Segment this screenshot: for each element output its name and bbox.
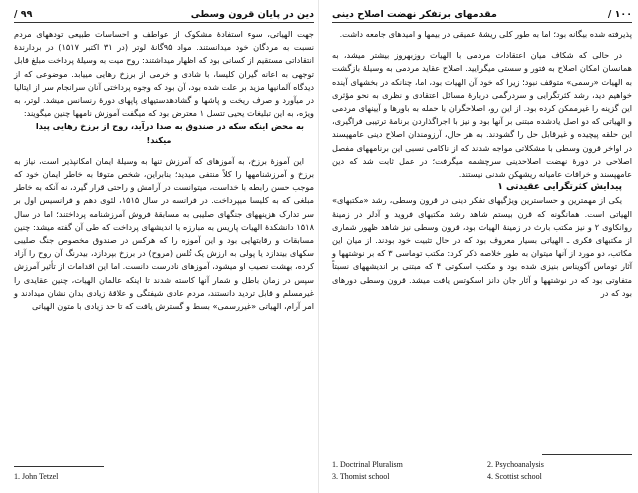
right-page: [332, 0, 632, 493]
footnote-3: 3. Thomist school: [332, 472, 390, 481]
right-page-number: ۱۰۰ /: [607, 8, 632, 20]
left-page-body: [14, 28, 314, 313]
left-paragraph-1: جهت الهیاتی، سوء استفادهٔ مشکوک از عواطف و احساسات طبیعی تودههای مردم نسبت به مردگان خود میدانستند. مواد ۹۵گانهٔ لوتر (در ۳۱ اکتبر ۱۵۱۷) در بردارندهٔ انتقاداتی مستقیم از کسانی بود که اظهار میداشتند: روح میت به وسیلهٔ پرداخت مبلغ قابل توجهی به اعانه گیران کلیسا، با شادی و خرمی از برزخ رهایی مییابد. موضوعی که از دیدگاه آلمانیها مزید بر علت شده بود، آن بود که وجوه پرداختی آنان سرانجام سر از ایتالیا در میآورد و صرف ریخت و پاشها و گشادهدستیهای پاپهای دورهٔ رنسانس میشد. لوتر، به ویژه، به این تبلیغات یحیی تتسل ۱ معترض بود که میگفت آموزش نامهها چنین میگویند:: [14, 29, 315, 119]
left-paragraph-2: این آموزهٔ برزخ، به آموزهای که آمرزش تنها به وسیلهٔ ایمان امکانپذیر است، نیاز به برزخ و آمرزشنامهها را کلاً منتفی میدید؛ بنابراین، شخص متوفا به خاطر ایمان خود که موجب حسن رابطه با خداست، میتوانست در آرامش و راحتی قرار گیرد، نه آنکه به خاطر مبلغی که به کلیسا میپرداخت. در فرانسه در سال ۱۵۱۵، لئوی دهم و فرانسیس اول بر سر تدارک هزینههای جنگهای صلیبی به مسابقهٔ فروش آمرزشنامه پرداختند؛ اما در سال ۱۵۱۸ دانشکدهٔ الهیات پاریس به مبارزه با اندیشهای پرداخت که طی آن گفته میشد: چنین مسابقات و رقابتهایی بود و این آموزه را که هرکس در صندوق مخصوص جنگ صلیبی سکهای بیندازد یا پولی به ارزش یک تُلس (مروح) در برزخ بپردازد، بیدرنگ آن روح را آزاد کرده، بهشت نصیب او میشود، آموزهای نادرست دانست. اما این اقدامات از تأثیر آمرزش سپس در زمان باطل و شمار آنها کاسته شدند تا اینکه عالمان الهیات، چنین عقایدی را غیرمسلم و قابل تردید دانستند، مردم عادی شیفتگی و علاقهٔ زیادی بدان نشان میدادند و امر آرام، الهیاتی «غیررسمی» بسط و گسترش یافت که تا حد زیادی با متون الهیاتی: [14, 155, 314, 312]
page-gutter: [318, 0, 319, 493]
quote-line-1: به محض اینکه سکه در صندوق به صدا درآید، روح از برزخ رهایی پیدا: [35, 121, 304, 132]
right-page-body: [332, 28, 632, 300]
left-page-number: ۹۹ /: [14, 8, 33, 20]
footnote-rule: [14, 466, 104, 467]
right-paragraph-3: یکی از مهمترین و حساسترین ویژگیهای تفکر دینی در قرون وسطی، رشد «مکتبهای» الهیاتی است. همانگونه که قرن بیستم شاهد رشد مکتبهای فروید و آدلر در زمینهٔ روانکاوی ۲ و نیز مکتب بارث در زمینهٔ الهیات بود، قرون وسطی نیز شاهد ظهور شماری از مکتبهای فکری ـ الهیاتی بسیار معروف بود که در حال تثبیت خود بودند. از میان این مکاتب، دو مورد از آنها میتوان به طور خلاصه ذکر کرد: مکتب توماسی ۳ که بر نوشتهها و آثار توماس آکویناس بنیزی شده بود و مکتب اسکوتی ۴ که مبتنی بر اندیشههای نسبتاً متفاوتی بود که در نوشتهها و آثار جان دانز اسکوتس یافت میشد. قرون وسطی دورهای بود که در: [332, 195, 632, 298]
footnote-1: 1. John Tetzel: [14, 472, 59, 481]
left-header-title: دین در پایان قرون وسطی: [190, 8, 314, 20]
quote-line-2: میکند!: [146, 134, 172, 145]
left-page-header: [14, 6, 314, 23]
section-heading: پیدایش کثرتگرایی عقیدتی ۱: [497, 182, 622, 193]
footnote-4: 4. Scottist school: [487, 472, 542, 481]
left-page: [14, 0, 314, 493]
right-footnotes: [332, 454, 632, 483]
right-header-title: مقدمهای برتفکر نهضت اصلاح دینی: [332, 8, 497, 20]
right-paragraph-1: پذیرفته شده بیگانه بود؛ اما به طور کلی ریشهٔ عمیقی در بیمها و امیدهای جامعه داشت.: [339, 29, 632, 39]
right-page-header: [332, 6, 632, 23]
footnote-2: 2. Psychoanalysis: [487, 460, 544, 469]
left-footnotes: [14, 466, 314, 483]
footnote-1: 1. Doctrinal Pluralism: [332, 460, 403, 469]
footnote-rule: [542, 454, 632, 455]
right-paragraph-2: در حالی که شکاف میان اعتقادات مردمی با الهیات روزبهروز بیشتر میشد، به همانسان امکان اصلاح به فتور و سستی میگرایید. اصلاح عقاید مردمی به وسیلهٔ بازگشت به الهیات «رسمی» متوقف نبود؛ زیرا که خود آن الهیات بود، اما، چنانکه در بخشهای آینده خواهیم دید، رشد کثرتگرایی و سردرگمی دربارهٔ مسائل اعتقادی و نظری به نحو مؤثری این گزینه را غیرممکن کرده بود. از این رو، اصلاحگران با حمله به باورها و آیینهای مردمی و الهیاتی که دو اصل یادشده مبتنی بر آنها بود و نیز با اجراگذاردن برنامهٔ ترتیبی فراگیری، این حلقه پیچیده و غیرقابل حل را گشودند. به هر حال، آرزومندان اصلاح دینی عامهپسند در اواخر قرون وسطی با مشکلاتی مواجه شدند که از ناکامی نسبی این برنامههای مفصل اصلاحی در دورهٔ نهضت اصلاحدینی سرچشمه میگرفت؛ در عمل ثابت شد که دین عامهپسند و خرافات عامیانه ریشهکن شدنی نیستند.: [332, 50, 632, 180]
